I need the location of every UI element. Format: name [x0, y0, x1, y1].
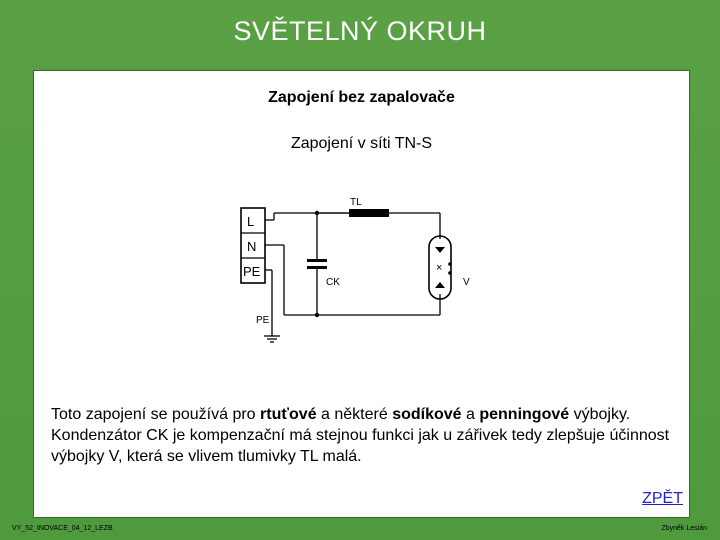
content-panel	[33, 70, 690, 518]
terminal-N: N	[247, 239, 257, 254]
circuit-diagram	[34, 196, 689, 396]
desc-text-4: výbojky. Kondenzátor CK je kompenzační má stejnou funkci jak u zářivek tedy zlepšuje účinnost výbojky V, která se vlivem tlumivky TL malá.	[51, 406, 670, 465]
capacitor-symbol	[307, 259, 327, 262]
capacitor-label: CK	[326, 277, 340, 288]
desc-text-2: a některé	[316, 406, 393, 423]
description	[51, 404, 671, 467]
terminal-L: L	[247, 214, 255, 229]
choke-label: TL	[350, 197, 362, 208]
back-link[interactable]: ZPĚT	[642, 490, 683, 507]
desc-text-3: a	[461, 406, 480, 423]
ground-label: PE	[256, 315, 270, 326]
footer-author: Zbyněk Lesián	[661, 525, 707, 532]
desc-bold-1: rtuťové	[260, 406, 317, 423]
desc-bold-3: penningové	[479, 406, 570, 423]
desc-bold-2: sodíkové	[392, 406, 462, 423]
desc-text-1: Toto zapojení se používá pro	[51, 406, 261, 423]
subtitle: Zapojení bez zapalovače	[268, 89, 455, 106]
slide-title: SVĚTELNÝ OKRUH	[233, 16, 487, 46]
lamp-label: V	[463, 277, 470, 288]
choke-symbol	[349, 209, 389, 217]
svg-text:×: ×	[436, 262, 443, 274]
network-subtitle: Zapojení v síti TN-S	[290, 135, 433, 152]
footer-code: VY_52_INOVACE_04_12_LEZB	[12, 525, 113, 532]
terminal-PE: PE	[243, 264, 261, 279]
